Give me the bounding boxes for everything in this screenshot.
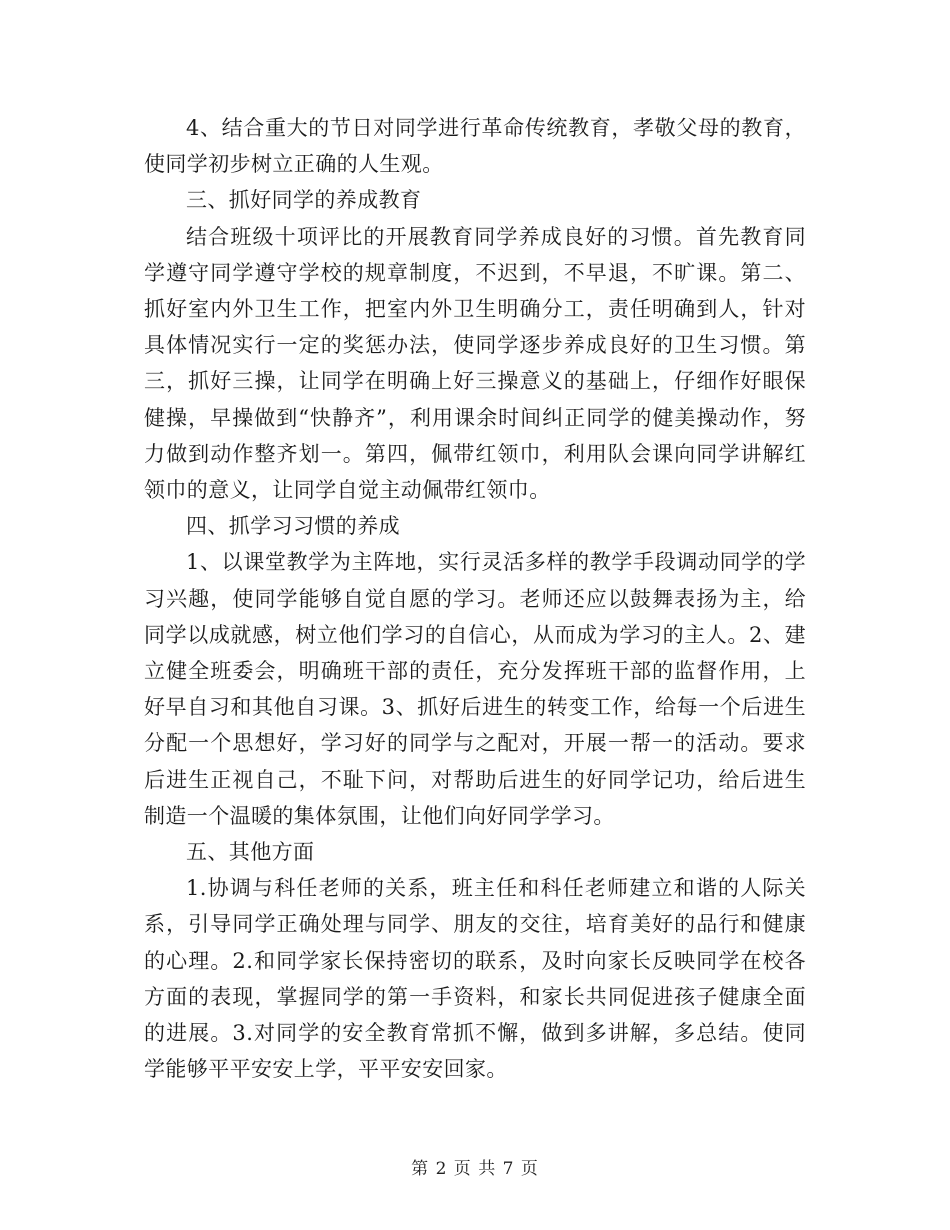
document-body [144,110,806,1087]
section-heading-3: 三、抓好同学的养成教育 [186,188,422,213]
section-heading-4: 四、抓学习习惯的养成 [186,514,400,539]
section-heading-5: 五、其他方面 [186,840,315,865]
page-number-footer: 第 2 页 共 7 页 [411,1159,539,1179]
paragraph-other-aspects: 1.协调与科任老师的关系，班主任和科任老师建立和谐的人际关系，引导同学正确处理与同学、朋友的交往，培育美好的品行和健康的心理。2.和同学家长保持密切的联系，及时向家长反映同学在校各方面的表现，掌握同学的第一手资料，和家长共同促进孩子健康全面的进展。3.对同学的安全教育常抓不懈，做到多讲解，多总结。使同学能够平平安安上学，平平安安回家。 [144,876,806,1082]
paragraph-habits: 结合班级十项评比的开展教育同学养成良好的习惯。首先教育同学遵守同学遵守学校的规章制度，不迟到，不早退，不旷课。第二、抓好室内外卫生工作，把室内外卫生明确分工，责任明确到人，针对具体情况实行一定的奖惩办法，使同学逐步养成良好的卫生习惯。第三，抓好三操，让同学在明确上好三操意义的基础上，仔细作好眼保健操，早操做到“快静齐”，利用课余时间纠正同学的健美操动作，努力做到动作整齐划一。第四，佩带红领巾，利用队会课向同学讲解红领巾的意义，让同学自觉主动佩带红领巾。 [144,224,806,503]
paragraph-item-4: 4、结合重大的节日对同学进行革命传统教育，孝敬父母的教育，使同学初步树立正确的人生观。 [144,116,806,177]
paragraph-study-habits: 1、以课堂教学为主阵地，实行灵活多样的教学手段调动同学的学习兴趣，使同学能够自觉自愿的学习。老师还应以鼓舞表扬为主，给同学以成就感，树立他们学习的自信心，从而成为学习的主人。2、建立健全班委会，明确班干部的责任，充分发挥班干部的监督作用，上好早自习和其他自习课。3、抓好后进生的转变工作，给每一个后进生分配一个思想好，学习好的同学与之配对，开展一帮一的活动。要求后进生正视自己，不耻下问，对帮助后进生的好同学记功，给后进生制造一个温暖的集体氛围，让他们向好同学学习。 [144,550,806,828]
